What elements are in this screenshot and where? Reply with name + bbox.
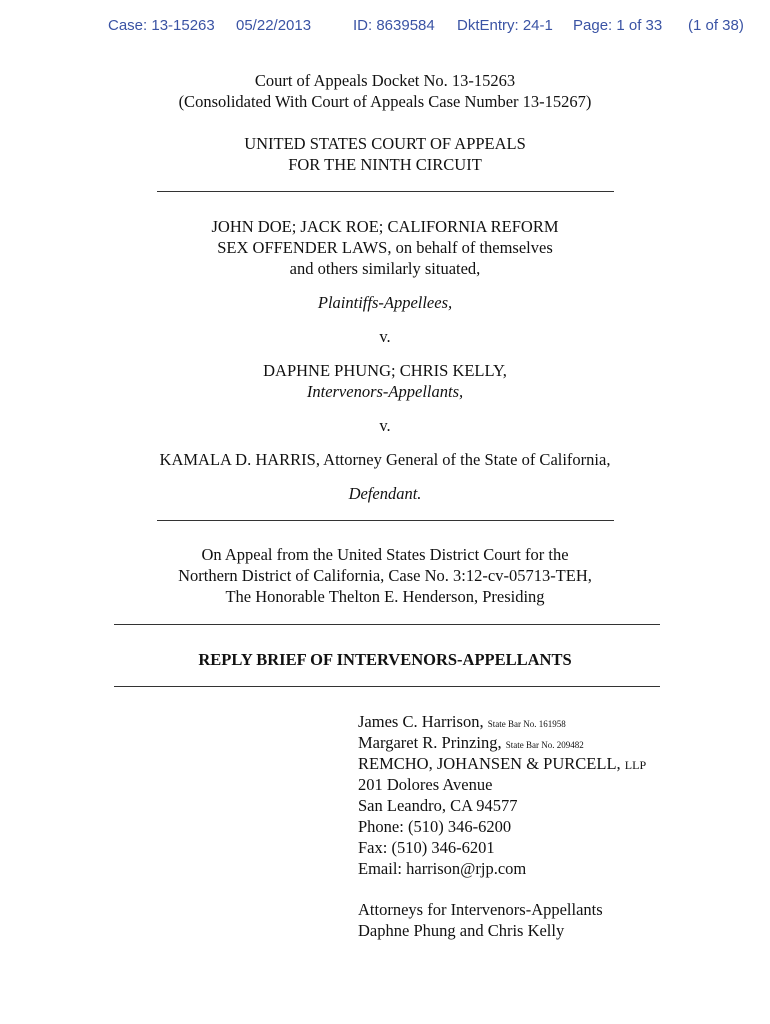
phone: Phone: (510) 346-6200 — [358, 817, 512, 836]
plaintiffs-line-1: JOHN DOE; JACK ROE; CALIFORNIA REFORM — [211, 217, 559, 236]
header-case-number: Case: 13-15263 — [108, 17, 215, 34]
intervenors: DAPHNE PHUNG; CHRIS KELLY, — [263, 361, 507, 380]
header-date: 05/22/2013 — [236, 17, 312, 34]
court-line-1: UNITED STATES COURT OF APPEALS — [244, 134, 526, 153]
docket-line-1: Court of Appeals Docket No. 13-15263 — [254, 71, 516, 90]
counsel-for-line-1: Attorneys for Intervenors-Appellants — [358, 900, 603, 919]
attorney-1-bar-number: State Bar No. 161958 — [487, 719, 566, 729]
divider-2 — [157, 520, 614, 521]
court-line-2: FOR THE NINTH CIRCUIT — [288, 155, 482, 174]
counsel-for-line-2: Daphne Phung and Chris Kelly — [358, 921, 565, 940]
address-line-1: 201 Dolores Avenue — [358, 775, 493, 794]
divider-1 — [157, 191, 614, 192]
plaintiffs-role: Plaintiffs-Appellees, — [317, 293, 453, 312]
plaintiffs-line-3: and others similarly situated, — [289, 259, 481, 278]
law-firm-suffix: LLP — [624, 758, 647, 772]
fax: Fax: (510) 346-6201 — [358, 838, 495, 857]
attorney-2-bar-number: State Bar No. 209482 — [505, 740, 584, 750]
filing-header — [0, 17, 770, 37]
law-firm — [358, 753, 646, 776]
appeal-line-1: On Appeal from the United States District Court for the — [201, 545, 569, 564]
divider-4 — [114, 686, 660, 687]
attorney-1-name: James C. Harrison, — [358, 712, 484, 731]
versus-2: v. — [379, 416, 391, 435]
appeal-line-2: Northern District of California, Case No. 3:12-cv-05713-TEH, — [178, 566, 592, 585]
header-docket-entry: DktEntry: 24-1 — [457, 17, 553, 34]
versus-1: v. — [379, 327, 391, 346]
defendant: KAMALA D. HARRIS, Attorney General of the State of California, — [159, 450, 611, 469]
address-line-2: San Leandro, CA 94577 — [358, 796, 518, 815]
docket-line-2: (Consolidated With Court of Appeals Case Number 13-15267) — [178, 92, 592, 111]
intervenors-role: Intervenors-Appellants, — [306, 382, 464, 401]
appeal-line-3: The Honorable Thelton E. Henderson, Presiding — [225, 587, 545, 606]
attorney-2-name: Margaret R. Prinzing, — [358, 733, 502, 752]
header-total-pages: (1 of 38) — [688, 17, 744, 34]
divider-3 — [114, 624, 660, 625]
law-firm-name: REMCHO, JOHANSEN & PURCELL, — [358, 754, 621, 773]
plaintiffs-line-2: SEX OFFENDER LAWS, on behalf of themselves — [217, 238, 553, 257]
header-page: Page: 1 of 33 — [573, 17, 663, 34]
email: Email: harrison@rjp.com — [358, 859, 527, 878]
brief-title: REPLY BRIEF OF INTERVENORS-APPELLANTS — [198, 650, 572, 669]
defendant-role: Defendant. — [348, 484, 422, 503]
header-id: ID: 8639584 — [353, 17, 435, 34]
